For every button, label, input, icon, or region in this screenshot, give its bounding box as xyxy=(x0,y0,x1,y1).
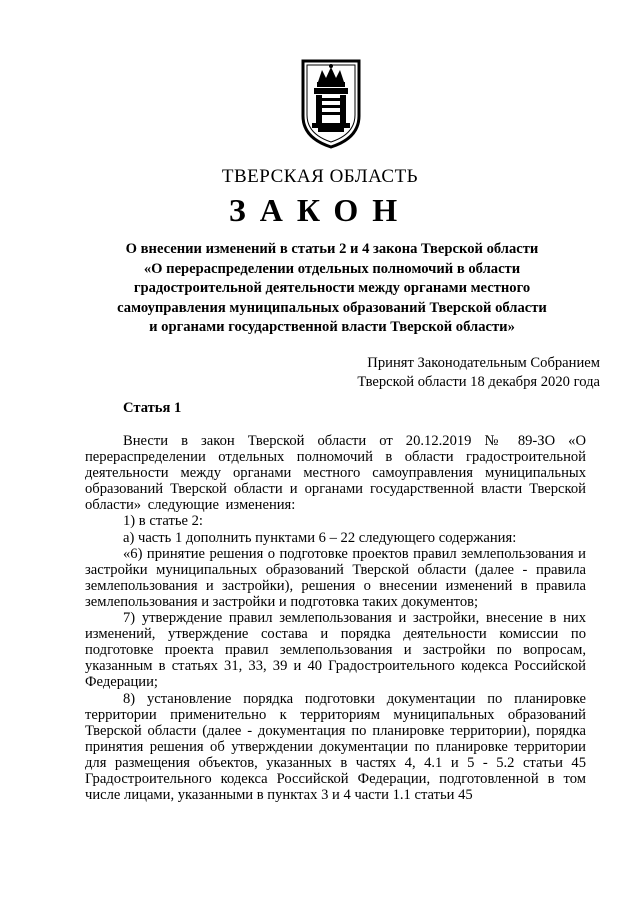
paragraph: 8) установление порядка подготовки документации по планировке территории применительно к территориям муниципальных образований Тверской области (далее - документация по планировке территории), порядка принятия решения об утверждении документации по планировке территории для размещения объектов, указанных в частях 4, 4.1 и 5 - 5.2 статьи 45 Градостроительного кодекса Российской Федерации, подготовленной в том числе лицами, указанными в пунктах 3 и 4 части 1.1 статьи 45 xyxy=(85,690,586,804)
subject-line: самоуправления муниципальных образований Тверской области xyxy=(117,299,547,316)
coat-of-arms-icon xyxy=(300,58,362,150)
law-subject-heading xyxy=(94,240,570,338)
paragraph: «6) принятие решения о подготовке проектов правил землепользования и застройки муниципальных образований Тверской области (далее - правила землепользования и застройки), решения о внесении изменений в правила землепользования и застройки и подготовка таких документов; xyxy=(85,545,586,610)
subject-line: «О перераспределении отдельных полномочий в области xyxy=(143,260,521,277)
subject-line: и органами государственной власти Тверской области» xyxy=(149,319,515,335)
paragraph: 7) утверждение правил землепользования и застройки, внесение в них изменений, утверждение состава и порядка деятельности комиссии по подготовке проекта правил землепользования и застройки по вопросам, указанным в статьях 31, 33, 39 и 40 Градостроительного кодекса Российской Федерации; xyxy=(85,610,586,691)
article-heading: Статья 1 xyxy=(123,400,182,416)
paragraph: 1) в статье 2: xyxy=(123,513,203,530)
region-name: ТВЕРСКАЯ ОБЛАСТЬ xyxy=(221,166,419,187)
adoption-line: Принят Законодательным Собранием xyxy=(367,355,600,371)
article-body xyxy=(85,433,586,803)
paragraph: Внести в закон Тверской области от 20.12.2019 № 89-ЗО «О перераспределении отдельных полномочий в области градостроительной деятельности между органами местного самоуправления муниципальных образований Тверской области и органами государственной власти Тверской области» следующие изменения: xyxy=(85,433,586,514)
document-type-title: ЗАКОН xyxy=(228,192,412,228)
subject-line: градостроительной деятельности между органами местного xyxy=(133,280,531,296)
adoption-line: Тверской области 18 декабря 2020 года xyxy=(357,374,600,390)
subject-line: О внесении изменений в статьи 2 и 4 закона Тверской области xyxy=(125,241,539,257)
adoption-note xyxy=(357,354,600,392)
paragraph: а) часть 1 дополнить пунктами 6 – 22 следующего содержания: xyxy=(123,529,517,546)
